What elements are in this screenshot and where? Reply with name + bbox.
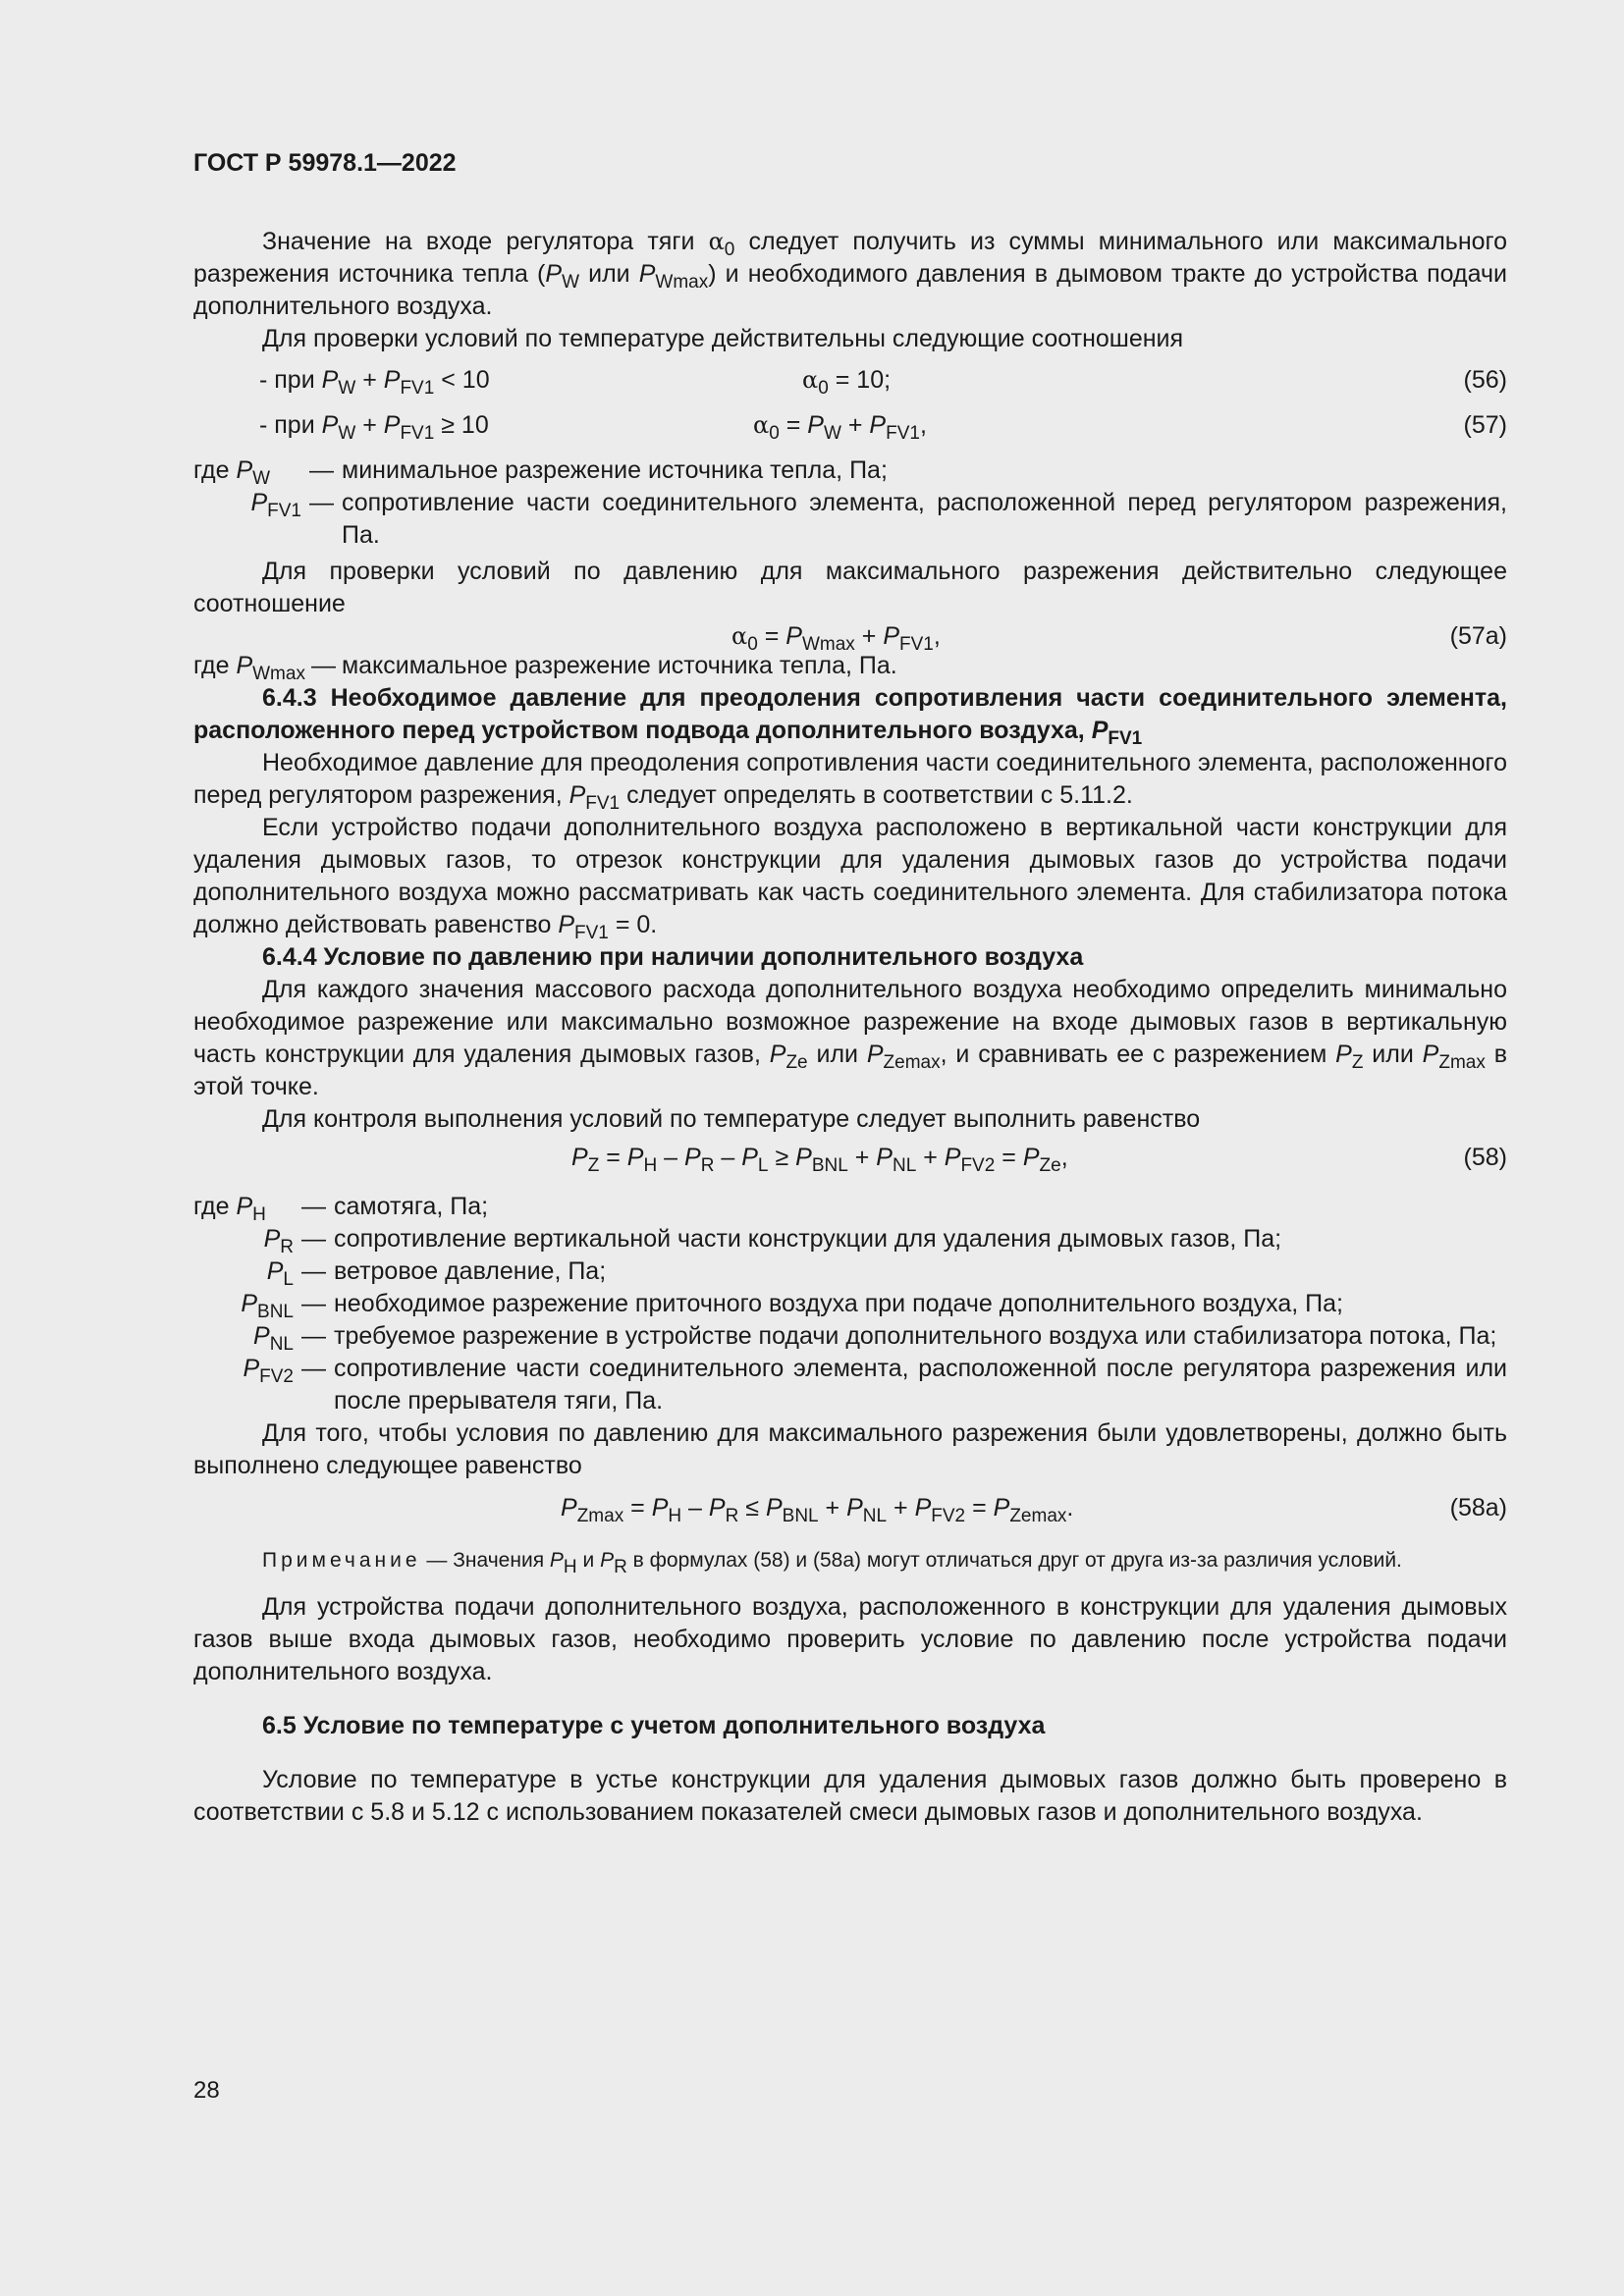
paragraph-outlet-temperature: Условие по температуре в устье конструкции для удаления дымовых газов должно быть проверено в соответствии с 5.8 и 5.12 с использованием показателей смеси дымовых газов и дополнительного воздуха. <box>193 1766 1507 1826</box>
definition-text: минимальное разрежение источника тепла, Па; <box>342 456 888 484</box>
definition-label: $P_{NL}$ <box>253 1322 294 1355</box>
paragraph-pfv1: Необходимое давление для преодоления сопротивления части соединительного элемента, расположенного перед регулятором разрежения, $P_{FV1}$ следует определять в соответствии с 5.11.2. <box>193 749 1507 814</box>
definition-label: $P_{FV2}$ <box>243 1355 294 1387</box>
equation-58 <box>193 1136 1507 1183</box>
definition-label: $P_R$ <box>263 1225 294 1257</box>
paragraph-mass-flow: Для каждого значения массового расхода дополнительного воздуха необходимо определить минимально необходимое разрежение или максимально возможное разрежение на входе дымовых газов в вертикальную часть конструкции для удаления дымовых газов, $P_{Ze}$ или $P_{Zemax}$, и сравнивать ее с разрежением $P_Z$ или $P_{Zmax}$ в этой точке. <box>193 976 1507 1100</box>
body-text <box>193 226 1507 1829</box>
section-6-4-3-heading: 6.4.3 Необходимое давление для преодоления сопротивления части соединительного элемента, расположенного перед устройством подвода дополнительного воздуха, $P_{FV1}$ <box>193 684 1507 749</box>
definition-wmax: где $P_{Wmax}$ — максимальное разрежение источника тепла, Па. <box>193 650 1507 682</box>
definition-text: самотяга, Па; <box>334 1193 489 1220</box>
definition-item: $P_R$ — сопротивление вертикальной части конструкции для удаления дымовых газов, Па; <box>193 1223 1507 1255</box>
definition-text: необходимое разрежение приточного воздуха при подаче дополнительного воздуха, Па; <box>334 1290 1343 1317</box>
note-text: — Значения PH и PR в формулах (58) и (58а) могут отличаться друг от друга из-за различия условий. <box>426 1549 1402 1577</box>
equation-58a-number: (58а) <box>1449 1494 1507 1522</box>
section-6-5-heading: 6.5 Условие по температуре с учетом дополнительного воздуха <box>262 1712 1046 1739</box>
equation-56 <box>193 358 1507 403</box>
paragraph-alpha-input: Значение на входе регулятора тяги $\alpha_0$ следует получить из суммы минимального или максимального разрежения источника тепла ($P_W$ или $P_{Wmax}$) и необходимого давления в дымовом тракте до устройства подачи дополнительного воздуха. <box>193 228 1507 320</box>
definition-text: сопротивление вертикальной части конструкции для удаления дымовых газов, Па; <box>334 1225 1282 1253</box>
definition-text: сопротивление части соединительного элемента, расположенной после регулятора разрежения или после прерывателя тяги, Па. <box>334 1355 1507 1415</box>
paragraph-above-inlet: Для устройства подачи дополнительного воздуха, расположенного в конструкции для удаления дымовых газов выше входа дымовых газов, необходимо проверить условие по давлению после устройства подачи дополнительного воздуха. <box>193 1593 1507 1685</box>
section-6-4-4-heading: 6.4.4 Условие по давлению при наличии дополнительного воздуха <box>262 943 1084 971</box>
definition-label: $P_L$ <box>266 1257 294 1290</box>
definition-item: $P_L$ — ветровое давление, Па; <box>193 1255 1507 1288</box>
equation-57-condition: - при $P_W + P_{FV1} \ge 10$ <box>259 411 489 444</box>
paragraph-temperature-relations: Для проверки условий по температуре действительны следующие соотношения <box>262 325 1184 352</box>
paragraph-max-conditions: Для того, чтобы условия по давлению для максимального разрежения были удовлетворены, должно быть выполнено следующее равенство <box>193 1419 1507 1479</box>
definition-text: требуемое разрежение в устройстве подачи дополнительного воздуха или стабилизатора потока, Па; <box>334 1322 1497 1350</box>
note <box>193 1545 1507 1575</box>
definition-label: где $P_{Wmax}$ <box>193 652 305 684</box>
equation-58a <box>193 1482 1507 1533</box>
equation-57-formula: $\alpha_0 = P_W + P_{FV1}$, <box>753 411 927 444</box>
paragraph-vertical-part: Если устройство подачи дополнительного воздуха расположено в вертикальной части конструкции для удаления дымовых газов, то отрезок конструкции для удаления дымовых газов до устройства подачи дополнительного воздуха можно рассматривать как часть соединительного элемента. Для стабилизатора потока должно действовать равенство $P_{FV1} = 0$. <box>193 814 1507 943</box>
note-label: Примечание <box>262 1549 421 1572</box>
definition-item: где $P_W$ — минимальное разрежение источника тепла, Па; <box>193 454 1507 487</box>
equation-57-number: (57) <box>1463 411 1507 439</box>
equation-56-condition: - при $P_W + P_{FV1} < 10$ <box>259 366 490 399</box>
definition-label: $P_{FV1}$ <box>250 489 301 521</box>
document-code-header: ГОСТ Р 59978.1—2022 <box>193 149 457 177</box>
definition-text: сопротивление части соединительного элемента, расположенной перед регулятором разрежения, Па. <box>342 489 1507 549</box>
equation-57 <box>193 403 1507 449</box>
equation-57a-number: (57а) <box>1449 622 1507 650</box>
page-number: 28 <box>193 2077 220 2104</box>
definition-text: максимальное разрежение источника тепла, Па. <box>341 652 897 679</box>
equation-56-number: (56) <box>1463 366 1507 394</box>
definition-label: $P_{BNL}$ <box>241 1290 294 1322</box>
definition-item: $P_{BNL}$ — необходимое разрежение приточного воздуха при подаче дополнительного воздуха, Па; <box>193 1288 1507 1320</box>
paragraph-temperature-control: Для контроля выполнения условий по температуре следует выполнить равенство <box>262 1105 1201 1133</box>
definition-item: где $P_H$ — самотяга, Па; <box>193 1191 1507 1223</box>
definition-text: ветровое давление, Па; <box>334 1257 607 1285</box>
definition-item: $P_{FV2}$ — сопротивление части соединительного элемента, расположенной после регулятора разрежения или после прерывателя тяги, Па. <box>193 1353 1507 1417</box>
equation-57a <box>193 614 1507 654</box>
paragraph-max-pressure: Для проверки условий по давлению для максимального разрежения действительно следующее соотношение <box>193 558 1507 617</box>
equation-57a-formula: $\alpha_0 = P_{Wmax} + P_{FV1}$, <box>731 622 941 655</box>
definition-label: где $P_H$ <box>193 1193 266 1225</box>
equation-58-formula: $P_Z = P_H - P_R - P_L \ge P_{BNL} + P_{NL} + P_{FV2} = P_{Ze}$, <box>571 1144 1068 1176</box>
definitions-2 <box>193 1191 1507 1417</box>
definitions-1 <box>193 454 1507 552</box>
definition-item: $P_{NL}$ — требуемое разрежение в устройстве подачи дополнительного воздуха или стабилизатора потока, Па; <box>193 1320 1507 1353</box>
definition-item: $P_{FV1}$ — сопротивление части соединительного элемента, расположенной перед регулятором разрежения, Па. <box>193 487 1507 552</box>
equation-56-formula: $\alpha_0 = 10$; <box>802 366 892 399</box>
equation-58a-formula: $P_{Zmax} = P_H - P_R \le P_{BNL} + P_{NL} + P_{FV2} = P_{Zemax}$. <box>561 1494 1074 1526</box>
equation-58-number: (58) <box>1463 1144 1507 1171</box>
definition-label: где $P_W$ <box>193 456 271 489</box>
